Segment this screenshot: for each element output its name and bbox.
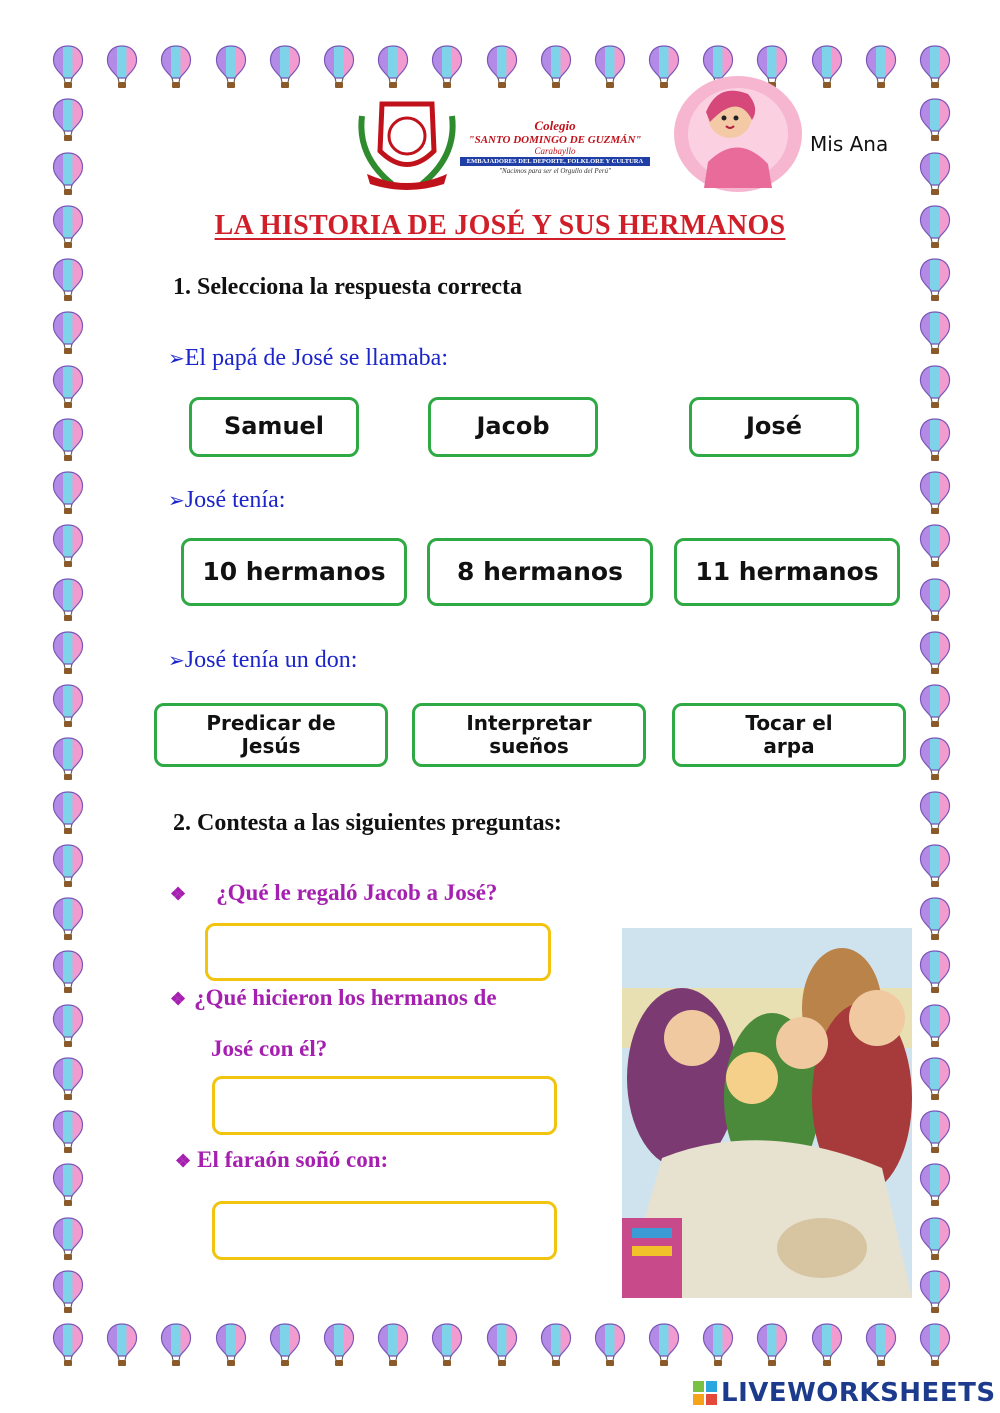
question-2-text: José tenía:: [184, 487, 286, 513]
balloon-icon: [51, 1216, 85, 1262]
school-crest-icon: [352, 96, 462, 192]
balloon-icon: [918, 790, 952, 836]
school-line4: EMBAJADORES DEL DEPORTE, FOLKLORE Y CULTURA: [460, 157, 650, 166]
balloon-icon: [51, 1162, 85, 1208]
balloon-icon: [810, 1322, 844, 1368]
balloon-icon: [701, 1322, 735, 1368]
open-question-2: [170, 985, 497, 1011]
school-logo: [352, 96, 462, 192]
balloon-icon: [539, 1322, 573, 1368]
question-1-text: El papá de José se llamaba:: [184, 345, 449, 371]
balloon-icon: [322, 44, 356, 90]
balloon-icon: [268, 44, 302, 90]
balloon-icon: [51, 151, 85, 197]
open-question-3-text: El faraón soñó con:: [197, 1147, 389, 1172]
balloon-icon: [322, 1322, 356, 1368]
balloon-icon: [918, 310, 952, 356]
option-samuel[interactable]: Samuel: [189, 397, 359, 457]
option-jose[interactable]: José: [689, 397, 859, 457]
option-11-hermanos[interactable]: 11 hermanos: [674, 538, 900, 606]
balloon-icon: [918, 1269, 952, 1315]
arrow-bullet-icon: ➢: [168, 490, 185, 512]
open-question-1: [170, 880, 497, 906]
diamond-bullet-icon: ❖: [170, 884, 187, 904]
balloon-icon: [51, 577, 85, 623]
balloon-icon: [539, 44, 573, 90]
arrow-bullet-icon: ➢: [168, 348, 185, 370]
option-interpretar[interactable]: Interpretar sueños: [412, 703, 646, 767]
balloon-icon: [51, 1269, 85, 1315]
balloon-icon: [214, 1322, 248, 1368]
balloon-icon: [430, 1322, 464, 1368]
balloon-icon: [51, 1056, 85, 1102]
balloon-icon: [918, 364, 952, 410]
balloon-icon: [918, 736, 952, 782]
teacher-name: Mis Ana: [810, 132, 889, 156]
balloon-icon: [51, 949, 85, 995]
balloon-icon: [918, 1109, 952, 1155]
balloon-icon: [51, 896, 85, 942]
balloon-icon: [430, 44, 464, 90]
balloon-icon: [376, 44, 410, 90]
balloon-icon: [51, 97, 85, 143]
balloon-icon: [918, 1003, 952, 1049]
balloon-icon: [51, 1003, 85, 1049]
balloon-icon: [51, 1109, 85, 1155]
balloon-icon: [51, 523, 85, 569]
balloon-icon: [51, 683, 85, 729]
balloon-icon: [810, 44, 844, 90]
open-question-2-line2: José con él?: [211, 1036, 328, 1061]
balloon-icon: [51, 790, 85, 836]
balloon-icon: [918, 577, 952, 623]
school-line1: Colegio: [534, 118, 576, 133]
school-name-block: [460, 118, 650, 175]
balloon-icon: [918, 1056, 952, 1102]
balloon-icon: [918, 523, 952, 569]
open-question-2-line1: ¿Qué hicieron los hermanos de: [194, 985, 497, 1010]
balloon-icon: [918, 683, 952, 729]
section2-heading: 2. Contesta a las siguientes preguntas:: [173, 810, 562, 836]
princess-icon: [668, 72, 808, 196]
balloon-icon: [755, 1322, 789, 1368]
balloon-icon: [918, 1162, 952, 1208]
balloon-icon: [485, 1322, 519, 1368]
balloon-icon: [268, 1322, 302, 1368]
balloon-icon: [918, 1322, 952, 1368]
option-8-hermanos[interactable]: 8 hermanos: [427, 538, 653, 606]
open-question-3: [175, 1147, 388, 1173]
balloon-icon: [51, 843, 85, 889]
balloon-icon: [593, 1322, 627, 1368]
balloon-icon: [376, 1322, 410, 1368]
balloon-icon: [918, 630, 952, 676]
option-jacob[interactable]: Jacob: [428, 397, 598, 457]
balloon-icon: [51, 364, 85, 410]
joseph-brothers-illustration-icon: [622, 928, 912, 1298]
balloon-icon: [51, 417, 85, 463]
balloon-icon: [647, 1322, 681, 1368]
question-3-text: José tenía un don:: [184, 647, 358, 673]
balloon-icon: [485, 44, 519, 90]
balloon-icon: [593, 44, 627, 90]
princess-illustration: [668, 72, 808, 196]
balloon-icon: [51, 44, 85, 90]
balloon-icon: [864, 44, 898, 90]
balloon-icon: [159, 1322, 193, 1368]
balloon-icon: [918, 257, 952, 303]
section1-heading: 1. Selecciona la respuesta correcta: [173, 274, 523, 300]
diamond-bullet-icon: ❖: [170, 989, 187, 1009]
diamond-bullet-icon: ❖: [175, 1151, 192, 1171]
balloon-icon: [159, 44, 193, 90]
balloon-icon: [105, 44, 139, 90]
question-3: [168, 647, 357, 674]
balloon-icon: [51, 257, 85, 303]
liveworksheets-logo: [693, 1378, 996, 1408]
balloon-icon: [214, 44, 248, 90]
balloon-icon: [918, 417, 952, 463]
school-line3: Carabayllo: [534, 146, 576, 156]
balloon-icon: [918, 97, 952, 143]
option-predicar[interactable]: Predicar de Jesús: [154, 703, 388, 767]
open-question-1-text: ¿Qué le regaló Jacob a José?: [216, 880, 498, 905]
arrow-bullet-icon: ➢: [168, 650, 185, 672]
balloon-icon: [105, 1322, 139, 1368]
school-line2: "SANTO DOMINGO DE GUZMÁN": [468, 134, 642, 146]
balloon-icon: [918, 949, 952, 995]
balloon-icon: [51, 470, 85, 516]
worksheet-title: LA HISTORIA DE JOSÉ Y SUS HERMANOS: [214, 210, 786, 241]
balloon-icon: [51, 736, 85, 782]
answer-3-input[interactable]: [212, 1201, 557, 1260]
balloon-icon: [918, 470, 952, 516]
story-illustration: [622, 928, 912, 1298]
balloon-icon: [918, 151, 952, 197]
balloon-icon: [864, 1322, 898, 1368]
balloon-icon: [918, 843, 952, 889]
balloon-icon: [918, 896, 952, 942]
question-2: [168, 487, 285, 514]
school-motto: "Nacimos para ser el Orgullo del Perú": [499, 167, 611, 175]
balloon-icon: [51, 310, 85, 356]
balloon-icon: [51, 1322, 85, 1368]
lws-logo-icon: [693, 1381, 717, 1405]
answer-2-input[interactable]: [212, 1076, 557, 1135]
option-10-hermanos[interactable]: 10 hermanos: [181, 538, 407, 606]
option-tocar[interactable]: Tocar el arpa: [672, 703, 906, 767]
balloon-icon: [918, 44, 952, 90]
question-1: [168, 345, 448, 372]
balloon-icon: [918, 1216, 952, 1262]
liveworksheets-brand: LIVEWORKSHEETS: [721, 1378, 996, 1408]
answer-1-input[interactable]: [205, 923, 551, 981]
balloon-icon: [51, 630, 85, 676]
